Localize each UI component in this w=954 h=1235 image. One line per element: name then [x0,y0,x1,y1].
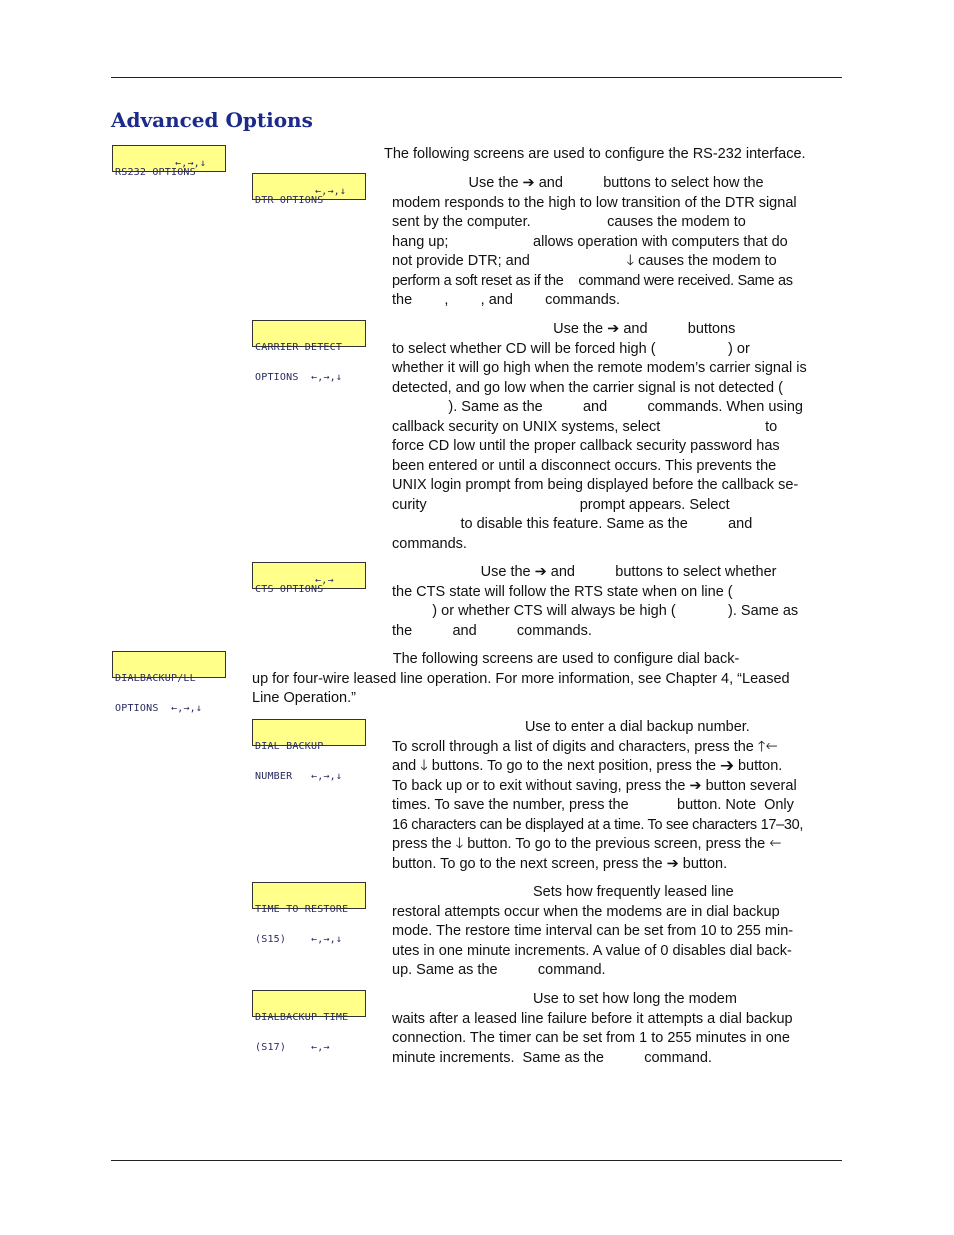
text-line: Use to set how long the modem [392,991,737,1007]
text-line: perform a soft reset as if the command were received. Same as [392,272,793,289]
text-line: ). Same as the and commands. When using [392,399,803,415]
text-line: utes in one minute increments. A value of 0 disables dial back- [392,942,792,959]
lcd-line2: OPTIONS ←,→,↓ [255,372,343,383]
lcd-arrows: ←,→ [315,575,334,586]
text-line: Use the ➔ and buttons to select how the [392,175,764,191]
lcd-dialbackup-time [252,990,366,1053]
text-line: the , , and commands. [392,292,621,308]
text-line: 16 characters can be displayed at a time. To see characters 17–30, [392,816,804,833]
lcd-line1: TIME TO RESTORE [255,904,349,915]
text-line: waits after a leased line failure before it attempts a dial backup [392,1010,793,1027]
lcd-rs232-options [112,145,226,178]
text-line: Use to enter a dial backup number. [392,719,750,735]
text-line: mode. The restore time interval can be set from 10 to 255 min- [392,923,794,939]
text-line: the CTS state will follow the RTS state when on line ( [392,583,733,600]
bottom-rule [111,1160,842,1161]
text-line: UNIX login prompt from being displayed before the callback se- [392,477,799,493]
text-line: To back up or to exit without saving, press the ➔ button several [392,777,797,794]
text-line: Use the ➔ and buttons to select whether [392,564,777,580]
time-to-restore-description [392,883,793,981]
rs232-description [384,145,806,165]
text-line: press the 🡓 button. To go to the previous screen, press the 🡐 [392,836,782,852]
page-title: Advanced Options [111,108,313,132]
text-line: to select whether CD will be forced high ( ) or [392,340,750,357]
lcd-arrows: ←,→,↓ [315,186,347,197]
lcd-line2: OPTIONS ←,→,↓ [115,703,203,714]
dial-backup-number-description [392,718,803,874]
text-line: Use the ➔ and buttons [392,321,736,337]
text-line: modem responds to the high to low transition of the DTR signal [392,194,797,211]
text-line: callback security on UNIX systems, select to [392,418,778,435]
text-line: hang up; allows operation with computers that do [392,233,788,250]
text-line: button. To go to the next screen, press the ➔ button. [392,855,728,872]
text-line: commands. [392,535,467,552]
lcd-line1: DTR OPTIONS [255,195,324,206]
lcd-line1: RS232 OPTIONS [115,167,196,178]
text-line: minute increments. Same as the command. [392,1049,712,1066]
lcd-arrows: ←,→,↓ [175,158,207,169]
lcd-dial-backup-number [252,719,366,782]
lcd-line2: (S17) ←,→ [255,1042,330,1053]
lcd-line1: DIAL BACKUP [255,741,324,752]
text-line: up for four-wire leased line operation. For more information, see Chapter 4, “Leased [252,670,790,687]
text-line: times. To save the number, press the button. Note Only [392,797,794,813]
text-line: been entered or until a disconnect occurs. This prevents the [392,457,777,474]
dtr-description [392,174,797,311]
dialbackup-description [252,650,790,709]
text-line: force CD low until the proper callback security password has [392,438,780,454]
text-line: not provide DTR; and 🡓 causes the modem to [392,253,777,269]
text-line: The following screens are used to configure dial back- [252,651,740,667]
lcd-dialbackup-options [112,651,226,714]
text-line: the and commands. [392,622,592,639]
lcd-line2: NUMBER ←,→,↓ [255,771,343,782]
lcd-line1: DIALBACKUP TIME [255,1012,349,1023]
text-line: sent by the computer. causes the modem to [392,214,746,230]
text-line: restoral attempts occur when the modems are in dial backup [392,903,780,920]
lcd-line1: DIALBACKUP/LL [115,673,196,684]
lcd-line2: (S15) ←,→,↓ [255,934,343,945]
text-line: up. Same as the command. [392,962,606,978]
text-line: whether it will go high when the remote modem’s carrier signal is [392,360,807,376]
cts-description [392,563,798,641]
dialbackup-time-description [392,990,793,1068]
text-line: and 🡓 buttons. To go to the next position, press the ➔ button. [392,758,783,774]
text-line: The following screens are used to configure the RS-232 interface. [384,146,806,162]
text-line: connection. The timer can be set from 1 to 255 minutes in one [392,1030,790,1046]
lcd-line1: CARRIER DETECT [255,342,343,353]
top-rule [111,77,842,78]
text-line: curity prompt appears. Select [392,496,730,513]
text-line: to disable this feature. Same as the and [392,516,753,532]
lcd-carrier-detect-options [252,320,366,383]
text-line: ) or whether CTS will always be high ( ). Same as [392,603,799,619]
lcd-time-to-restore [252,882,366,945]
carrier-detect-description [392,320,807,554]
text-line: To scroll through a list of digits and characters, press the 🡑🡐 [392,738,778,755]
text-line: Sets how frequently leased line [392,884,734,900]
lcd-line1: CTS OPTIONS [255,584,324,595]
text-line: Line Operation.” [252,690,356,706]
lcd-dtr-options [252,173,366,206]
text-line: detected, and go low when the carrier signal is not detected ( [392,379,783,396]
lcd-cts-options [252,562,366,595]
